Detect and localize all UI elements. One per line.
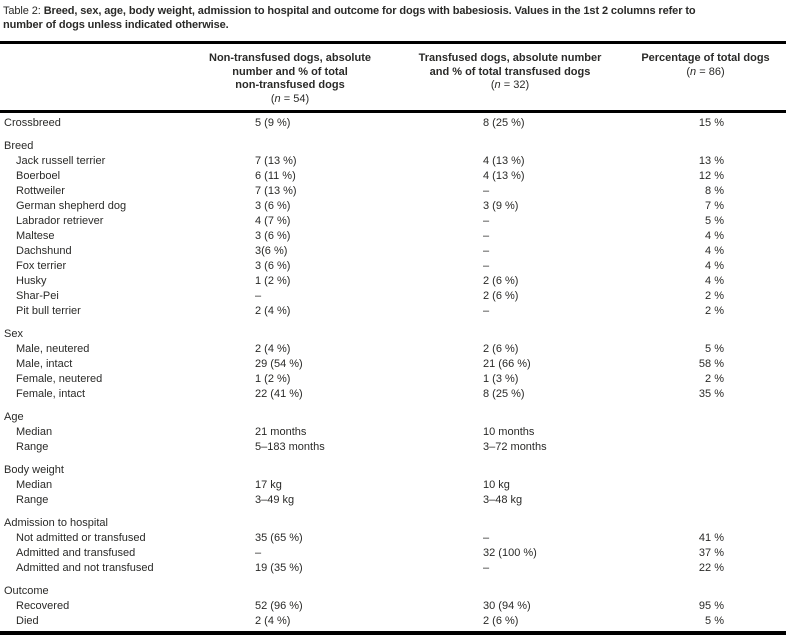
cell-percentage: 8 % — [705, 185, 724, 197]
cell-transfused: 8 (25 %) — [483, 388, 525, 400]
table-row — [0, 244, 786, 259]
cell-non-transfused: 5–183 months — [255, 441, 325, 453]
row-label: Dachshund — [16, 245, 72, 257]
table-row — [0, 493, 786, 508]
cell-non-transfused: 52 (96 %) — [255, 600, 303, 612]
cell-transfused — [395, 463, 625, 478]
cell-transfused: 3–48 kg — [483, 494, 523, 506]
cell-transfused: 2 (6 %) — [483, 290, 519, 302]
row-label: Range — [16, 441, 49, 453]
cell-non-transfused: 4 (7 %) — [255, 215, 291, 227]
cell-percentage: 5 % — [705, 215, 724, 227]
section-header-row — [0, 327, 786, 342]
cell-non-transfused — [185, 327, 395, 342]
column-header-non-transfused — [185, 52, 395, 110]
table-row — [0, 614, 786, 629]
cell-non-transfused: 7 (13 %) — [255, 155, 297, 167]
bottom-rule — [0, 631, 786, 635]
cell-non-transfused: 3 (6 %) — [255, 260, 291, 272]
cell-percentage: 15 % — [698, 117, 724, 129]
column-header-transfused — [395, 52, 625, 110]
table-row — [0, 425, 786, 440]
table-row — [0, 199, 786, 214]
table-row — [0, 440, 786, 455]
row-label: Boerboel — [16, 170, 61, 182]
cell-transfused: 4 (13 %) — [483, 155, 525, 167]
row-label: Admitted and transfused — [16, 547, 136, 559]
caption-line1-text: Breed, sex, age, body weight, admission to hospital and outcome for dogs with babesiosis. Values in the 1st 2 columns refer to — [43, 5, 696, 17]
cell-percentage — [625, 327, 786, 342]
cell-transfused: 21 (66 %) — [483, 358, 531, 370]
cell-transfused: – — [483, 305, 490, 317]
row-label: Shar-Pei — [16, 290, 59, 302]
table-row — [0, 116, 786, 131]
row-label: Not admitted or transfused — [16, 532, 146, 544]
cell-transfused: – — [483, 260, 490, 272]
cell-percentage: 5 % — [705, 343, 724, 355]
cell-transfused: 2 (6 %) — [483, 615, 519, 627]
cell-non-transfused: 2 (4 %) — [255, 305, 291, 317]
column-header-n-count: (n = 54) — [270, 92, 310, 105]
cell-percentage: 2 % — [705, 373, 724, 385]
table-row — [0, 289, 786, 304]
table-row — [0, 387, 786, 402]
cell-non-transfused: 29 (54 %) — [255, 358, 303, 370]
table-row — [0, 561, 786, 576]
cell-non-transfused — [185, 516, 395, 531]
cell-non-transfused: 35 (65 %) — [255, 532, 303, 544]
column-header-percentage — [625, 52, 786, 110]
column-header-line: non-transfused dogs — [235, 79, 345, 91]
cell-percentage: 13 % — [698, 155, 724, 167]
column-header-line: number and % of total — [232, 65, 348, 78]
table-row — [0, 531, 786, 546]
column-header-row — [0, 44, 786, 110]
table-row — [0, 599, 786, 614]
table-row — [0, 546, 786, 561]
column-header-n-count: (n = 32) — [490, 79, 530, 91]
cell-percentage: 4 % — [705, 230, 724, 242]
cell-transfused: 3–72 months — [483, 441, 547, 453]
row-label: Median — [16, 426, 53, 438]
cell-transfused: 32 (100 %) — [483, 547, 537, 559]
cell-transfused — [395, 516, 625, 531]
cell-percentage — [625, 463, 786, 478]
row-label: Age — [4, 411, 24, 423]
table-row — [0, 304, 786, 319]
cell-percentage — [625, 440, 786, 455]
row-label: Body weight — [4, 464, 64, 476]
row-label: Recovered — [16, 600, 70, 612]
table-row — [0, 259, 786, 274]
cell-percentage: 2 % — [705, 305, 724, 317]
table-row — [0, 169, 786, 184]
cell-percentage — [625, 139, 786, 154]
table-row — [0, 154, 786, 169]
section-header-row — [0, 410, 786, 425]
cell-transfused: – — [483, 215, 490, 227]
row-label: Fox terrier — [16, 260, 67, 272]
cell-transfused: 10 months — [483, 426, 535, 438]
cell-percentage — [625, 516, 786, 531]
row-label: Crossbreed — [4, 117, 61, 129]
row-label-header-spacer — [0, 52, 185, 110]
table-row — [0, 357, 786, 372]
caption-line-1 — [3, 4, 784, 18]
cell-non-transfused: 3–49 kg — [255, 494, 295, 506]
cell-percentage — [625, 410, 786, 425]
cell-percentage: 7 % — [705, 200, 724, 212]
cell-percentage: 35 % — [698, 388, 724, 400]
cell-non-transfused: 6 (11 %) — [255, 170, 296, 182]
cell-transfused: 10 kg — [483, 479, 510, 491]
cell-non-transfused — [185, 410, 395, 425]
cell-percentage: 4 % — [705, 260, 724, 272]
cell-transfused: 2 (6 %) — [483, 275, 519, 287]
row-label: Died — [16, 615, 39, 627]
cell-non-transfused: 3 (6 %) — [255, 200, 291, 212]
cell-non-transfused — [185, 584, 395, 599]
cell-non-transfused: 17 kg — [255, 479, 282, 491]
cell-percentage — [625, 425, 786, 440]
cell-non-transfused: – — [255, 290, 262, 302]
table-row — [0, 184, 786, 199]
cell-percentage: 41 % — [698, 532, 724, 544]
cell-transfused: 4 (13 %) — [483, 170, 525, 182]
column-header-line: and % of total transfused dogs — [429, 65, 591, 78]
cell-percentage — [625, 493, 786, 508]
cell-transfused: 2 (6 %) — [483, 343, 519, 355]
row-label: Maltese — [16, 230, 55, 242]
row-label: Breed — [4, 140, 34, 152]
row-label: Admission to hospital — [4, 517, 108, 529]
cell-percentage: 95 % — [698, 600, 724, 612]
table-caption — [0, 0, 786, 32]
cell-non-transfused: 7 (13 %) — [255, 185, 297, 197]
cell-transfused: – — [483, 230, 490, 242]
cell-percentage: 12 % — [698, 170, 724, 182]
section-header-row — [0, 584, 786, 599]
cell-transfused: – — [483, 532, 490, 544]
column-header-line: Transfused dogs, absolute number — [418, 52, 602, 64]
table-row — [0, 478, 786, 493]
cell-transfused — [395, 327, 625, 342]
cell-transfused: 30 (94 %) — [483, 600, 531, 612]
section-header-row — [0, 139, 786, 154]
cell-non-transfused — [185, 139, 395, 154]
cell-non-transfused: 19 (35 %) — [255, 562, 303, 574]
cell-percentage: 22 % — [698, 562, 724, 574]
cell-percentage: 2 % — [705, 290, 724, 302]
section-header-row — [0, 516, 786, 531]
cell-percentage — [625, 584, 786, 599]
row-label: Female, neutered — [16, 373, 103, 385]
cell-transfused: – — [483, 185, 490, 197]
cell-non-transfused: 2 (4 %) — [255, 343, 291, 355]
table-row — [0, 342, 786, 357]
row-label: Husky — [16, 275, 47, 287]
cell-percentage: 37 % — [698, 547, 724, 559]
row-label: Rottweiler — [16, 185, 65, 197]
table-row — [0, 372, 786, 387]
row-label: Range — [16, 494, 49, 506]
row-label: Pit bull terrier — [16, 305, 81, 317]
row-label: Labrador retriever — [16, 215, 104, 227]
cell-transfused: 8 (25 %) — [483, 117, 525, 129]
cell-percentage: 5 % — [705, 615, 724, 627]
cell-transfused: – — [483, 245, 490, 257]
table-body — [0, 113, 786, 629]
cell-transfused: – — [483, 562, 490, 574]
row-label: Jack russell terrier — [16, 155, 106, 167]
cell-transfused — [395, 410, 625, 425]
cell-percentage: 4 % — [705, 245, 724, 257]
cell-non-transfused: – — [255, 547, 262, 559]
row-label: Sex — [4, 328, 23, 340]
table-row — [0, 274, 786, 289]
cell-non-transfused: 21 months — [255, 426, 307, 438]
row-label: Median — [16, 479, 53, 491]
cell-non-transfused: 1 (2 %) — [255, 275, 291, 287]
cell-non-transfused: 22 (41 %) — [255, 388, 303, 400]
cell-non-transfused: 1 (2 %) — [255, 373, 291, 385]
cell-transfused: 3 (9 %) — [483, 200, 519, 212]
cell-percentage: 58 % — [698, 358, 724, 370]
table-row — [0, 214, 786, 229]
row-label: Male, neutered — [16, 343, 90, 355]
cell-transfused: 1 (3 %) — [483, 373, 519, 385]
cell-transfused — [395, 584, 625, 599]
row-label: Admitted and not transfused — [16, 562, 154, 574]
cell-non-transfused — [185, 463, 395, 478]
column-header-line: Non-transfused dogs, absolute — [209, 52, 371, 64]
cell-non-transfused: 3(6 %) — [255, 245, 288, 257]
section-header-row — [0, 463, 786, 478]
row-label: Outcome — [4, 585, 49, 597]
caption-line-2: number of dogs unless indicated otherwise. — [3, 19, 229, 31]
cell-percentage: 4 % — [705, 275, 724, 287]
cell-non-transfused: 5 (9 %) — [255, 117, 291, 129]
row-label: German shepherd dog — [16, 200, 127, 212]
row-label: Female, intact — [16, 388, 86, 400]
cell-non-transfused: 3 (6 %) — [255, 230, 291, 242]
table-number-label: Table 2: — [3, 5, 41, 17]
cell-non-transfused: 2 (4 %) — [255, 615, 291, 627]
cell-percentage — [625, 478, 786, 493]
cell-transfused — [395, 139, 625, 154]
row-label: Male, intact — [16, 358, 73, 370]
column-header-line: Percentage of total dogs — [641, 52, 770, 64]
column-header-n-count: (n = 86) — [686, 65, 725, 78]
table-row — [0, 229, 786, 244]
